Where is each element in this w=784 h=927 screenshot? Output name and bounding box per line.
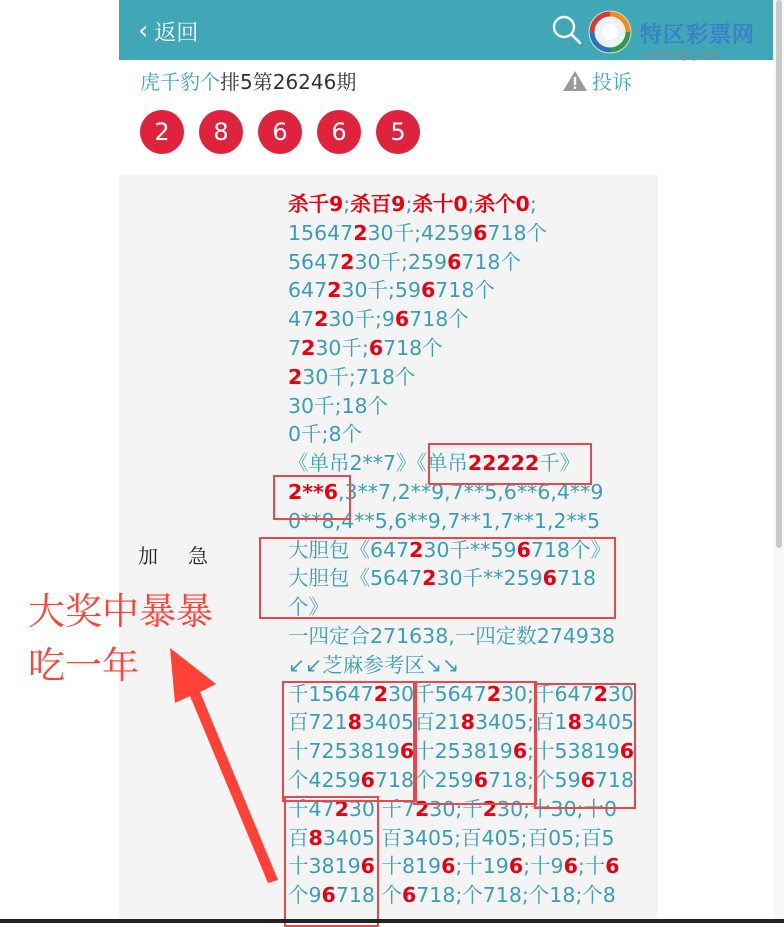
line-segment: 个4259 (288, 767, 361, 792)
prediction-line (288, 507, 668, 536)
line-segment: 十253819 (414, 739, 513, 764)
line-segment: 千5647 (414, 681, 487, 706)
prediction-line (288, 219, 668, 248)
line-segment: 30千**259 (436, 566, 543, 591)
report-label: 投诉 (592, 70, 632, 94)
side-label: 加急 (138, 544, 238, 568)
line-segment: 个259 (414, 767, 474, 792)
promo-line-1: 大奖中暴暴 (28, 590, 213, 633)
highlight-digit: 6 (394, 307, 410, 332)
prediction-line (288, 248, 668, 277)
site-logo (586, 8, 784, 64)
back-button[interactable] (138, 14, 198, 48)
line-segment: ;十53819 (527, 739, 620, 764)
line-segment: 30千;59 (341, 278, 421, 303)
prediction-line (288, 708, 668, 737)
highlight-digit: 2 (340, 249, 355, 274)
highlight-digit: 杀千9 (288, 192, 344, 216)
highlight-digit: 2 (301, 335, 316, 360)
line-segment: 30; (501, 681, 535, 706)
highlight-digit: 6 (512, 739, 528, 764)
highlight-digit: 6 (420, 278, 436, 303)
highlight-digit: 6 (399, 739, 415, 764)
line-segment: 30千;259 (354, 249, 448, 274)
highlight-digit: 6 (441, 854, 456, 879)
line-segment: 千47 (288, 796, 335, 821)
promo-line-2: 吃一年 (28, 644, 139, 687)
line-segment: 7 (288, 335, 302, 360)
line-segment: 0千;8个 (288, 422, 362, 447)
line-segment: 718;个718;个18;个8 (416, 883, 616, 908)
prediction-line (288, 680, 668, 709)
highlight-digit: 6 (605, 854, 620, 879)
line-segment: 3405 (361, 710, 415, 735)
line-segment: 718个 (435, 278, 495, 303)
prediction-line (288, 478, 668, 507)
line-segment: 718; (487, 767, 535, 792)
line-segment: ;十19 (455, 854, 509, 879)
highlight-digit: 2 (482, 796, 498, 821)
highlight-digit: 8 (308, 825, 323, 850)
prediction-line (288, 305, 668, 334)
prediction-line (288, 622, 668, 651)
prediction-line (288, 881, 668, 910)
prediction-line (288, 795, 668, 824)
line-segment: 千647 (534, 681, 594, 706)
highlight-digit: 6 (360, 767, 375, 792)
line-segment: 十725381 (288, 739, 387, 764)
back-label: 返回 (154, 20, 199, 46)
line-segment: 30;十30;十0 (497, 796, 618, 821)
highlight-digit: 2 (409, 537, 424, 562)
prediction-text (288, 190, 668, 910)
bottom-edge (0, 919, 784, 923)
prediction-line (288, 852, 668, 881)
highlight-digit: 2 (415, 796, 430, 821)
line-segment: 718 个 (335, 883, 402, 908)
highlight-digit: 杀个0 (474, 192, 530, 216)
line-segment: 47 (288, 307, 315, 332)
highlight-digit: 6 (473, 220, 488, 245)
highlight-digit: 2 (334, 796, 349, 821)
post-title (140, 66, 356, 95)
result-ball: 6 (317, 110, 361, 154)
logo-url: www.tqcp.net (644, 48, 721, 61)
line-segment: 千15647 (288, 681, 374, 706)
line-segment: 718 (556, 566, 597, 591)
prediction-line (288, 651, 668, 680)
prediction-line (288, 536, 668, 565)
line-segment: ,3**7,2**9,7**5,6**6,4**9 (337, 479, 604, 504)
highlight-digit: 6 (401, 883, 417, 908)
prediction-line (288, 392, 668, 421)
line-segment: 9 (386, 739, 400, 764)
line-segment: 718个 (461, 249, 521, 274)
title-text: 排5第26246期 (220, 70, 357, 94)
line-segment: 30千;9 (328, 307, 395, 332)
logo-swirl-icon (586, 8, 634, 56)
highlight-digit: 6 (368, 335, 384, 360)
line-segment: ; (467, 192, 475, 216)
line-segment: 30千;718个 (302, 364, 416, 389)
result-balls (140, 110, 420, 154)
line-segment: 30千; (315, 335, 369, 360)
prediction-line (288, 363, 668, 392)
line-segment: 30千;4259 (367, 220, 474, 245)
line-segment: 3405 (581, 710, 634, 735)
highlight-digit: 2 (373, 681, 388, 706)
line-segment: 718个 (409, 307, 469, 332)
line-segment: ; (529, 192, 537, 216)
line-segment: 千》 (539, 451, 581, 476)
highlight-digit: 6 (580, 767, 595, 792)
author-link[interactable]: 虎千豹个 (140, 70, 220, 94)
line-segment: 百 (288, 825, 309, 850)
highlight-digit: 2 (353, 220, 368, 245)
line-segment: 718个 (383, 335, 443, 360)
result-ball: 8 (199, 110, 243, 154)
line-segment: 30;千 (429, 796, 483, 821)
line-segment: 647 (288, 278, 328, 303)
highlight-digit: 2 (593, 681, 608, 706)
highlight-digit: 6 (542, 566, 557, 591)
warning-icon (562, 69, 588, 93)
line-segment: 个9 (288, 883, 322, 908)
result-ball: 6 (258, 110, 302, 154)
highlight-digit: 22222 (467, 451, 540, 476)
highlight-digit: 8 (567, 710, 582, 735)
line-segment: 十3819 (288, 854, 361, 879)
line-segment: 大胆包《5647 (288, 566, 423, 591)
line-segment: 5647 (288, 249, 341, 274)
line-segment: 3405; (474, 710, 535, 735)
prediction-line (288, 334, 668, 363)
search-icon[interactable] (551, 14, 583, 46)
line-segment: 718个》 (530, 537, 611, 562)
highlight-digit: 8 (347, 710, 362, 735)
scrollbar-thumb[interactable] (776, 0, 782, 548)
line-segment: 百1 (534, 710, 568, 735)
prediction-line (288, 564, 668, 593)
prediction-line (288, 737, 668, 766)
highlight-digit: 杀百9 (350, 192, 406, 216)
line-segment: ; (405, 192, 413, 216)
line-segment: 百721 (288, 710, 348, 735)
highlight-digit: 6 (473, 767, 488, 792)
result-ball: 5 (376, 110, 420, 154)
highlight-digit: 杀十0 (412, 192, 468, 216)
highlight-digit: 2**6 (288, 479, 338, 504)
highlight-digit: 6 (360, 854, 375, 879)
prediction-line (288, 766, 668, 795)
prediction-line (288, 276, 668, 305)
result-ball: 2 (140, 110, 184, 154)
line-segment: 718 (374, 767, 415, 792)
line-segment: 一四定合271638,一四定数274938 (288, 623, 616, 648)
line-segment: ; (343, 192, 351, 216)
line-segment: 718个 (487, 220, 548, 245)
line-segment: 百21 (414, 710, 461, 735)
highlight-digit: 8 (460, 710, 475, 735)
highlight-digit: 2 (314, 307, 329, 332)
line-segment: ;十9 (523, 854, 564, 879)
report-button[interactable] (562, 66, 632, 95)
line-segment: 15647 (288, 220, 354, 245)
line-segment: ;十 (577, 854, 606, 879)
highlight-digit: 6 (508, 854, 524, 879)
highlight-digit: 2 (288, 364, 303, 389)
line-segment: 30 千7 (348, 796, 416, 821)
highlight-digit: 6 (619, 739, 634, 764)
line-segment: 十819 (374, 854, 442, 879)
line-segment: ↙↙芝麻参考区↘↘ (288, 652, 460, 677)
highlight-digit: 6 (447, 249, 462, 274)
line-segment: 30 (387, 681, 415, 706)
prediction-line (288, 593, 668, 622)
highlight-digit: 2 (422, 566, 437, 591)
prediction-line (288, 449, 668, 478)
prediction-line (288, 420, 668, 449)
line-segment: 个59 (534, 767, 581, 792)
highlight-digit: 2 (327, 278, 342, 303)
line-segment: 《单吊2**7》《单吊 (288, 451, 468, 476)
highlight-digit: 2 (486, 681, 502, 706)
logo-name: 特区彩票网 (640, 23, 756, 48)
line-segment: 大胆包《647 (288, 537, 410, 562)
prediction-line (288, 824, 668, 853)
prediction-line (288, 190, 668, 219)
line-segment: 718 (594, 767, 635, 792)
highlight-digit: 6 (563, 854, 578, 879)
arrow-annotation-icon (170, 648, 280, 883)
chevron-left-icon: ‹ (138, 16, 149, 46)
line-segment: 0**8,4**5,6**9,7**1,7**1,2**5 (288, 508, 601, 533)
line-segment: 个》 (288, 595, 329, 620)
highlight-digit: 6 (516, 537, 531, 562)
highlight-digit: 6 (321, 883, 336, 908)
line-segment: 30千;18个 (288, 393, 389, 418)
line-segment: 3405 百3405;百405;百05;百5 (322, 825, 615, 850)
line-segment: 30千**59 (423, 537, 517, 562)
line-segment: 30 (607, 681, 635, 706)
